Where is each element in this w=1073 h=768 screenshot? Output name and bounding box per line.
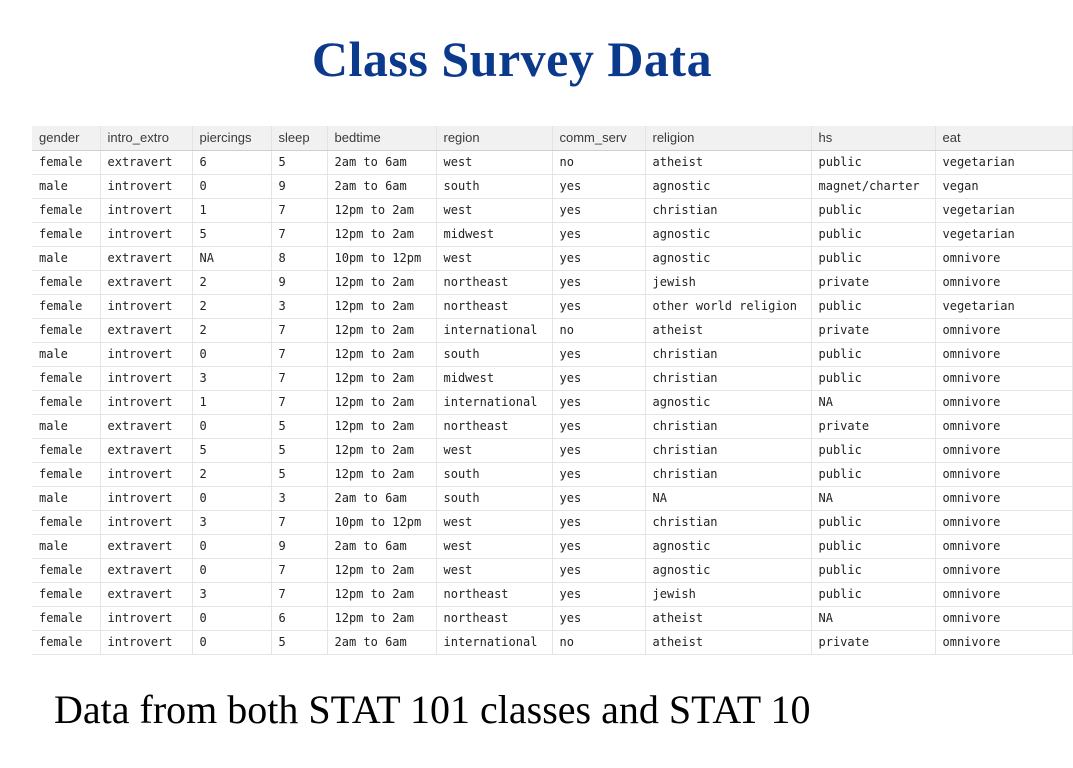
column-header[interactable]: piercings [192, 126, 271, 150]
table-cell[interactable]: introvert [100, 510, 192, 534]
table-cell[interactable]: yes [552, 606, 645, 630]
table-cell[interactable]: public [811, 342, 935, 366]
table-cell[interactable]: south [436, 342, 552, 366]
table-cell[interactable]: 12pm to 2am [327, 438, 436, 462]
table-cell[interactable]: extravert [100, 534, 192, 558]
table-row[interactable] [32, 630, 1072, 654]
table-cell[interactable]: omnivore [935, 462, 1072, 486]
table-cell[interactable]: 9 [271, 174, 327, 198]
table-cell[interactable]: omnivore [935, 510, 1072, 534]
table-cell[interactable]: public [811, 438, 935, 462]
table-cell[interactable]: 5 [271, 438, 327, 462]
column-header[interactable]: comm_serv [552, 126, 645, 150]
table-cell[interactable]: extravert [100, 150, 192, 174]
table-cell[interactable]: agnostic [645, 390, 811, 414]
table-row[interactable] [32, 318, 1072, 342]
table-cell[interactable]: 12pm to 2am [327, 366, 436, 390]
table-cell[interactable]: south [436, 462, 552, 486]
table-cell[interactable]: 7 [271, 510, 327, 534]
table-cell[interactable]: public [811, 150, 935, 174]
table-cell[interactable]: yes [552, 246, 645, 270]
table-cell[interactable]: omnivore [935, 390, 1072, 414]
table-cell[interactable]: northeast [436, 414, 552, 438]
table-cell[interactable]: female [32, 318, 100, 342]
table-cell[interactable]: agnostic [645, 534, 811, 558]
table-cell[interactable]: vegetarian [935, 198, 1072, 222]
table-cell[interactable]: 3 [271, 486, 327, 510]
table-cell[interactable]: public [811, 534, 935, 558]
table-cell[interactable]: 7 [271, 582, 327, 606]
table-row[interactable] [32, 510, 1072, 534]
table-cell[interactable]: yes [552, 510, 645, 534]
table-cell[interactable]: NA [811, 486, 935, 510]
table-cell[interactable]: 2am to 6am [327, 486, 436, 510]
table-cell[interactable]: omnivore [935, 534, 1072, 558]
table-cell[interactable]: 5 [192, 222, 271, 246]
table-row[interactable] [32, 438, 1072, 462]
slide-subtitle: Data from both STAT 101 classes and STAT 10 [54, 687, 811, 732]
table-cell[interactable]: 12pm to 2am [327, 270, 436, 294]
table-cell[interactable]: NA [192, 246, 271, 270]
table-cell[interactable]: vegan [935, 174, 1072, 198]
table-row[interactable] [32, 390, 1072, 414]
column-header[interactable]: religion [645, 126, 811, 150]
table-row[interactable] [32, 270, 1072, 294]
table-cell[interactable]: 5 [271, 414, 327, 438]
table-cell[interactable]: 12pm to 2am [327, 198, 436, 222]
table-cell[interactable]: yes [552, 294, 645, 318]
table-cell[interactable]: west [436, 510, 552, 534]
table-cell[interactable]: public [811, 222, 935, 246]
table-row[interactable] [32, 174, 1072, 198]
table-cell[interactable]: yes [552, 222, 645, 246]
table-cell[interactable]: extravert [100, 414, 192, 438]
table-cell[interactable]: yes [552, 534, 645, 558]
table-cell[interactable]: no [552, 150, 645, 174]
table-row[interactable] [32, 222, 1072, 246]
table-row[interactable] [32, 366, 1072, 390]
table-cell[interactable]: 9 [271, 270, 327, 294]
table-cell[interactable]: agnostic [645, 246, 811, 270]
table-cell[interactable]: private [811, 630, 935, 654]
table-cell[interactable]: 2 [192, 294, 271, 318]
table-cell[interactable]: christian [645, 438, 811, 462]
table-cell[interactable]: private [811, 414, 935, 438]
table-cell[interactable]: south [436, 174, 552, 198]
table-row[interactable] [32, 150, 1072, 174]
table-cell[interactable]: atheist [645, 630, 811, 654]
table-row[interactable] [32, 414, 1072, 438]
table-cell[interactable]: omnivore [935, 342, 1072, 366]
table-cell[interactable]: 1 [192, 198, 271, 222]
table-cell[interactable]: 7 [271, 558, 327, 582]
table-header-row [32, 126, 1072, 150]
table-cell[interactable]: northeast [436, 270, 552, 294]
table-cell[interactable]: NA [811, 606, 935, 630]
table-cell[interactable]: 12pm to 2am [327, 414, 436, 438]
table-cell[interactable]: christian [645, 414, 811, 438]
table-cell[interactable]: NA [645, 486, 811, 510]
slide-title: Class Survey Data [311, 31, 713, 87]
table-cell[interactable]: private [811, 318, 935, 342]
table-cell[interactable]: northeast [436, 582, 552, 606]
table-cell[interactable]: 3 [192, 582, 271, 606]
table-cell[interactable]: introvert [100, 606, 192, 630]
table-cell[interactable]: introvert [100, 198, 192, 222]
table-cell[interactable]: jewish [645, 582, 811, 606]
table-row[interactable] [32, 462, 1072, 486]
table-cell[interactable]: yes [552, 366, 645, 390]
table-cell[interactable]: 2 [192, 270, 271, 294]
table-cell[interactable]: 0 [192, 558, 271, 582]
table-cell[interactable]: yes [552, 582, 645, 606]
table-cell[interactable]: vegetarian [935, 150, 1072, 174]
table-cell[interactable]: 12pm to 2am [327, 390, 436, 414]
table-cell[interactable]: 7 [271, 390, 327, 414]
table-row[interactable] [32, 606, 1072, 630]
table-cell[interactable]: yes [552, 390, 645, 414]
table-cell[interactable]: yes [552, 342, 645, 366]
table-cell[interactable]: 7 [271, 222, 327, 246]
table-cell[interactable]: yes [552, 558, 645, 582]
table-cell[interactable]: 2 [192, 318, 271, 342]
table-cell[interactable]: 12pm to 2am [327, 606, 436, 630]
table-cell[interactable]: 5 [192, 438, 271, 462]
table-cell[interactable]: male [32, 174, 100, 198]
table-cell[interactable]: west [436, 198, 552, 222]
table-cell[interactable]: female [32, 366, 100, 390]
table-cell[interactable]: omnivore [935, 486, 1072, 510]
table-cell[interactable]: omnivore [935, 582, 1072, 606]
table-cell[interactable]: 7 [271, 318, 327, 342]
table-cell[interactable]: jewish [645, 270, 811, 294]
table-cell[interactable]: agnostic [645, 222, 811, 246]
table-cell[interactable]: 0 [192, 630, 271, 654]
table-cell[interactable]: public [811, 366, 935, 390]
table-cell[interactable]: christian [645, 198, 811, 222]
table-cell[interactable]: 7 [271, 366, 327, 390]
table-cell[interactable]: extravert [100, 582, 192, 606]
table-cell[interactable]: introvert [100, 174, 192, 198]
table-cell[interactable]: south [436, 486, 552, 510]
table-cell[interactable]: no [552, 318, 645, 342]
table-cell[interactable]: public [811, 246, 935, 270]
table-cell[interactable]: female [32, 606, 100, 630]
table-cell[interactable]: 6 [192, 150, 271, 174]
table-cell[interactable]: introvert [100, 342, 192, 366]
table-cell[interactable]: extravert [100, 558, 192, 582]
table-cell[interactable]: female [32, 294, 100, 318]
table-cell[interactable]: male [32, 534, 100, 558]
table-body [32, 150, 1072, 654]
table-cell[interactable]: west [436, 438, 552, 462]
table-cell[interactable]: female [32, 558, 100, 582]
table-cell[interactable]: 10pm to 12pm [327, 246, 436, 270]
table-cell[interactable]: male [32, 414, 100, 438]
table-cell[interactable]: 3 [192, 366, 271, 390]
table-cell[interactable]: omnivore [935, 366, 1072, 390]
table-cell[interactable]: 2 [192, 462, 271, 486]
table-cell[interactable]: omnivore [935, 270, 1072, 294]
column-header[interactable]: sleep [271, 126, 327, 150]
table-cell[interactable]: public [811, 558, 935, 582]
table-cell[interactable]: 3 [271, 294, 327, 318]
table-cell[interactable]: public [811, 198, 935, 222]
table-cell[interactable]: female [32, 198, 100, 222]
table-cell[interactable]: agnostic [645, 558, 811, 582]
table-cell[interactable]: yes [552, 486, 645, 510]
column-header[interactable]: hs [811, 126, 935, 150]
table-cell[interactable]: 5 [271, 630, 327, 654]
table-row[interactable] [32, 342, 1072, 366]
table-cell[interactable]: 5 [271, 150, 327, 174]
table-row[interactable] [32, 558, 1072, 582]
column-header[interactable]: intro_extro [100, 126, 192, 150]
table-cell[interactable]: 6 [271, 606, 327, 630]
table-cell[interactable]: omnivore [935, 318, 1072, 342]
table-cell[interactable]: 8 [271, 246, 327, 270]
table-cell[interactable]: introvert [100, 390, 192, 414]
table-cell[interactable]: yes [552, 414, 645, 438]
column-header[interactable]: gender [32, 126, 100, 150]
table-row[interactable] [32, 246, 1072, 270]
table-cell[interactable]: extravert [100, 438, 192, 462]
table-cell[interactable]: introvert [100, 366, 192, 390]
table-cell[interactable]: atheist [645, 318, 811, 342]
table-cell[interactable]: 2am to 6am [327, 534, 436, 558]
table-cell[interactable]: christian [645, 342, 811, 366]
table-cell[interactable]: introvert [100, 222, 192, 246]
table-cell[interactable]: introvert [100, 462, 192, 486]
table-cell[interactable]: northeast [436, 294, 552, 318]
table-cell[interactable]: female [32, 582, 100, 606]
table-cell[interactable]: international [436, 630, 552, 654]
table-row[interactable] [32, 534, 1072, 558]
table-cell[interactable]: international [436, 390, 552, 414]
table-cell[interactable]: vegetarian [935, 294, 1072, 318]
table-cell[interactable]: 0 [192, 342, 271, 366]
table-cell[interactable]: male [32, 246, 100, 270]
table-cell[interactable]: 12pm to 2am [327, 222, 436, 246]
table-cell[interactable]: omnivore [935, 414, 1072, 438]
table-cell[interactable]: 1 [192, 390, 271, 414]
table-cell[interactable]: 3 [192, 510, 271, 534]
table-cell[interactable]: male [32, 486, 100, 510]
table-cell[interactable]: 12pm to 2am [327, 318, 436, 342]
table-cell[interactable]: introvert [100, 486, 192, 510]
table-cell[interactable]: midwest [436, 366, 552, 390]
table-cell[interactable]: christian [645, 510, 811, 534]
table-cell[interactable]: female [32, 150, 100, 174]
table-cell[interactable]: 0 [192, 486, 271, 510]
table-cell[interactable]: introvert [100, 294, 192, 318]
table-cell[interactable]: west [436, 558, 552, 582]
table-cell[interactable]: female [32, 510, 100, 534]
table-cell[interactable]: female [32, 630, 100, 654]
table-cell[interactable]: christian [645, 462, 811, 486]
table-cell[interactable]: yes [552, 174, 645, 198]
table-cell[interactable]: female [32, 270, 100, 294]
table-cell[interactable]: omnivore [935, 558, 1072, 582]
table-cell[interactable]: 0 [192, 174, 271, 198]
survey-data-table [32, 126, 1015, 649]
table-cell[interactable]: extravert [100, 246, 192, 270]
table-cell[interactable]: female [32, 462, 100, 486]
table-cell[interactable]: extravert [100, 270, 192, 294]
table-cell[interactable]: omnivore [935, 246, 1072, 270]
table-cell[interactable]: public [811, 510, 935, 534]
table-cell[interactable]: omnivore [935, 630, 1072, 654]
table-cell[interactable]: introvert [100, 630, 192, 654]
table-cell[interactable]: private [811, 270, 935, 294]
table-cell[interactable]: 7 [271, 342, 327, 366]
table-cell[interactable]: 12pm to 2am [327, 462, 436, 486]
table-cell[interactable]: 9 [271, 534, 327, 558]
table-cell[interactable]: female [32, 438, 100, 462]
table-cell[interactable]: extravert [100, 318, 192, 342]
table-cell[interactable]: west [436, 150, 552, 174]
table-cell[interactable]: northeast [436, 606, 552, 630]
table-cell[interactable]: female [32, 222, 100, 246]
table-cell[interactable]: 12pm to 2am [327, 582, 436, 606]
table-cell[interactable]: no [552, 630, 645, 654]
table-cell[interactable]: 0 [192, 414, 271, 438]
table-cell[interactable]: magnet/charter [811, 174, 935, 198]
column-header[interactable]: region [436, 126, 552, 150]
table-cell[interactable]: west [436, 246, 552, 270]
column-header[interactable]: eat [935, 126, 1072, 150]
table-row[interactable] [32, 582, 1072, 606]
table-cell[interactable]: other world religion [645, 294, 811, 318]
table-row[interactable] [32, 294, 1072, 318]
table-cell[interactable]: atheist [645, 150, 811, 174]
table-cell[interactable]: agnostic [645, 174, 811, 198]
table-cell[interactable]: male [32, 342, 100, 366]
table-cell[interactable]: yes [552, 198, 645, 222]
table-cell[interactable]: yes [552, 270, 645, 294]
table-cell[interactable]: omnivore [935, 606, 1072, 630]
table-cell[interactable]: NA [811, 390, 935, 414]
table-cell[interactable]: west [436, 534, 552, 558]
table-cell[interactable]: 12pm to 2am [327, 294, 436, 318]
table-cell[interactable]: midwest [436, 222, 552, 246]
table-cell[interactable]: public [811, 294, 935, 318]
table-row[interactable] [32, 198, 1072, 222]
table-cell[interactable]: christian [645, 366, 811, 390]
table-cell[interactable]: 2am to 6am [327, 150, 436, 174]
table-cell[interactable]: public [811, 462, 935, 486]
table-cell[interactable]: atheist [645, 606, 811, 630]
table-cell[interactable]: 2am to 6am [327, 630, 436, 654]
table-cell[interactable]: 7 [271, 198, 327, 222]
table-cell[interactable]: omnivore [935, 438, 1072, 462]
table-cell[interactable]: 0 [192, 606, 271, 630]
table-row[interactable] [32, 486, 1072, 510]
table-cell[interactable]: 10pm to 12pm [327, 510, 436, 534]
table-cell[interactable]: vegetarian [935, 222, 1072, 246]
column-header[interactable]: bedtime [327, 126, 436, 150]
table-cell[interactable]: 2am to 6am [327, 174, 436, 198]
table-cell[interactable]: 12pm to 2am [327, 342, 436, 366]
table-cell[interactable]: 5 [271, 462, 327, 486]
table-cell[interactable]: female [32, 390, 100, 414]
table-cell[interactable]: yes [552, 438, 645, 462]
table-cell[interactable]: yes [552, 462, 645, 486]
table-cell[interactable]: 0 [192, 534, 271, 558]
table-cell[interactable]: 12pm to 2am [327, 558, 436, 582]
table-cell[interactable]: public [811, 582, 935, 606]
table-cell[interactable]: international [436, 318, 552, 342]
